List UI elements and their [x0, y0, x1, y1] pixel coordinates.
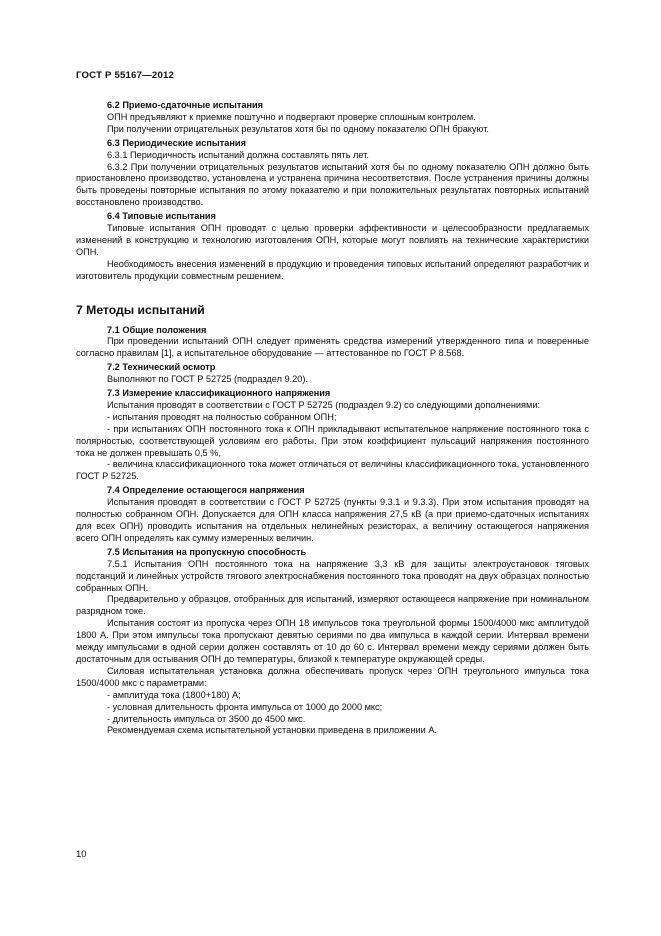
paragraph: Испытания проводят в соответствии с ГОСТ Р 52725 (пункты 9.3.1 и 9.3.3). При этом испытания проводят на полностью собранном ОПН. Допускается для ОПН класса напряжения 27,5 кВ (а при приемо-сдаточных испытаниях для всех ОПН) проводить испытания на отдельных нелинейных резисторах, а величину остающегося напряжения всего ОПН определять как сумму измеренных величин. — [76, 497, 589, 543]
paragraph: - при испытаниях ОПН постоянного тока к ОПН прикладывают испытательное напряжение постоянного тока с полярностью, соответствующей условиям его работы. При этом коэффициент пульсаций напряжения постоянного тока не должен превышать 0,5 %, — [76, 423, 589, 458]
list-item: - испытания проводят на полностью собранном ОПН; — [107, 411, 337, 422]
header-title: ГОСТ Р 55167—2012 — [76, 70, 175, 81]
subsection-heading: 7.4 Определение остающегося напряжения — [107, 485, 305, 496]
paragraph: Испытания состоят из пропуска через ОПН 18 импульсов тока треугольной формы 1500/4000 мкс амплитудой 1800 А. При этом импульсы тока пропускают девятью сериями по два импульса в каждой серии. Интервал времени между импульсами в одной серии должен составлять от 10 до 60 с. Интервал времени между сериями должен быть достаточным для остывания ОПН до температуры, близкой к температуре окружающей среды. — [76, 618, 589, 664]
paragraph: При проведении испытаний ОПН следует применять средства измерений утвержденного типа и поверенные согласно правилам [1], а испытательное оборудование — аттестованное по ГОСТ Р 8.568. — [76, 336, 589, 359]
paragraph: 6.3.2 При получении отрицательных результатов испытаний хотя бы по одному показателю ОПН должно быть приостановлено производство, установлена и устранена причина несоответствия. После устранения причины должны быть проведены повторные испытания по этому показателю и при положительных результатах повторных испытаний восстановлено производство. — [76, 161, 589, 208]
paragraph: ОПН предъявляют к приемке поштучно и подвергают проверке сплошным контролем. — [107, 111, 476, 122]
subsection-heading: 7.1 Общие положения — [107, 324, 207, 335]
paragraph: При получении отрицательных результатов хотя бы по одному показателю ОПН бракуют. — [107, 123, 489, 134]
paragraph: Предварительно у образцов, отобранных для испытаний, измеряют остающееся напряжение при номинальном разрядном токе. — [76, 594, 589, 617]
subsection-heading: 7.2 Технический осмотр — [107, 362, 216, 373]
subsection-heading: 7.3 Измерение классификационного напряжения — [107, 388, 331, 399]
subsection-heading: 6.4 Типовые испытания — [107, 211, 216, 222]
paragraph: Рекомендуемая схема испытательной установки приведена в приложении А. — [107, 725, 438, 736]
paragraph: Силовая испытательная установка должна обеспечивать пропуск через ОПН треугольного импульса тока 1500/4000 мкс с параметрами: — [76, 665, 589, 688]
paragraph: Выполняют по ГОСТ Р 52725 (подраздел 9.20). — [107, 374, 308, 385]
subsection-heading: 6.3 Периодические испытания — [107, 137, 246, 148]
page-number: 10 — [76, 848, 87, 859]
paragraph: 7.5.1 Испытания ОПН постоянного тока на напряжение 3,3 кВ для защиты электроустановок тяговых подстанций и линейных устройств тягового электроснабжения постоянного тока проводят на двух образцах полностью собранных ОПН. — [76, 558, 589, 593]
subsection-heading: 6.2 Приемо-сдаточные испытания — [107, 100, 264, 110]
document-body — [76, 98, 589, 737]
paragraph: 6.3.1 Периодичность испытаний должна составлять пять лет. — [107, 149, 369, 160]
list-item: - условная длительность фронта импульса от 1000 до 2000 мкс; — [107, 701, 383, 712]
paragraph: Испытания проводят в соответствии с ГОСТ Р 52725 (подраздел 9.2) со следующими дополнениями: — [107, 399, 540, 410]
paragraph: Необходимость внесения изменений в продукцию и проведения типовых испытаний определяют разработчик и изготовитель продукции совместным решением. — [76, 258, 589, 281]
subsection-heading: 7.5 Испытания на пропускную способность — [107, 546, 307, 557]
list-item: - длительность импульса от 3500 до 4500 мкс. — [107, 713, 306, 724]
paragraph: - величина классификационного тока может отличаться от величины классификационного тока, установленного ГОСТ Р 52725. — [76, 459, 589, 482]
list-item: - амплитуда тока (1800+180) А; — [107, 689, 241, 700]
section-heading: 7 Методы испытаний — [76, 302, 205, 317]
paragraph: Типовые испытания ОПН проводят с целью проверки эффективности и целесообразности предлагаемых изменений в конструкцию и технологию изготовления ОПН, которые могут повлиять на технические характеристики ОПН. — [76, 223, 589, 257]
